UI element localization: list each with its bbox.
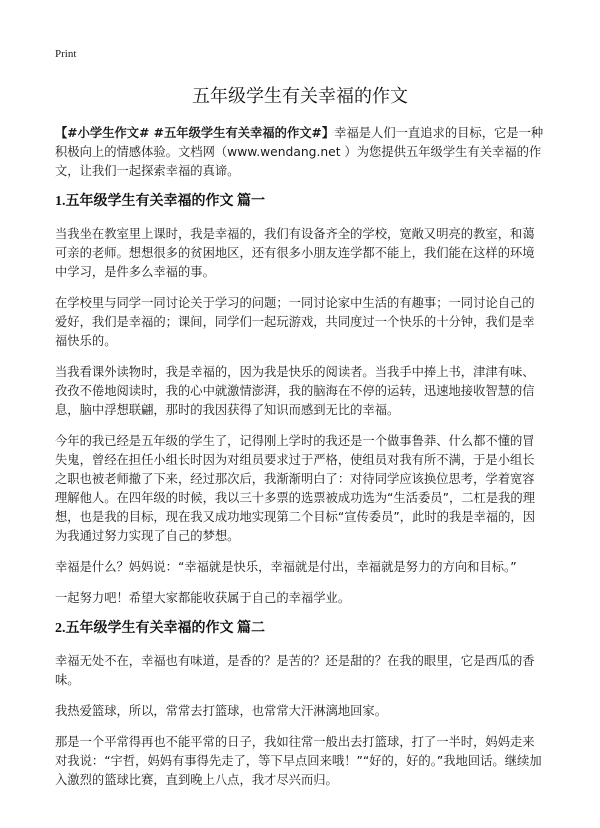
print-label: Print: [55, 48, 77, 60]
paragraph: 今年的我已经是五年级的学生了，记得刚上学时的我还是一个做事鲁莽、什么都不懂的冒失鬼，曾经在担任小组长时因为对组员要求过于严格，使组员对我有所不满，于是小组长之职也被老师撤了下来，经过那次后，我渐渐明白了：对待同学应该换位思考，学着宽容理解他人。在四年级的时候，我以三十多票的选票被成功选为“生活委员”，二杠是我的理想，也是我的目标，现在我又成功地实现第二个目标“宣传委员”，此时的我是幸福的，因为我通过努力实现了自己的梦想。: [55, 434, 536, 543]
document-title: 五年级学生有关幸福的作文: [192, 86, 408, 107]
intro-text: 幸福是人们一直追求的目标，它是一种积极向上的情感体验。文档网（www.wendang.net ）为您提供五年级学生有关幸福的作文，让我们一起探索幸福的真谛。: [55, 126, 544, 178]
section-heading-2: 2.五年级学生有关幸福的作文 篇二: [55, 621, 265, 636]
paragraph: 当我看课外读物时，我是幸福的，因为我是快乐的阅读者。当我手中捧上书，津津有味、孜孜不倦地阅读时，我的心中就激情澎湃，我的脑海在不停的运转，迅速地接收智慧的信息，脑中浮想联翩，那时的我因获得了知识而感到无比的幸福。: [55, 365, 535, 417]
paragraph: 幸福无处不在，幸福也有味道，是香的？是苦的？还是甜的？在我的眼里，它是西瓜的香味。: [55, 654, 535, 687]
section-heading-1: 1.五年级学生有关幸福的作文 篇一: [55, 194, 265, 209]
document-body: [55, 124, 545, 802]
paragraph: 幸福是什么？妈妈说：“幸福就是快乐，幸福就是付出，幸福就是努力的方向和目标。”: [55, 560, 517, 574]
paragraph: 我热爱篮球，所以，常常去打篮球，也常常大汗淋漓地回家。: [55, 704, 388, 718]
paragraph: 在学校里与同学一同讨论关于学习的问题；一同讨论家中生活的有趣事；一同讨论自己的爱好，我们是幸福的；课间，同学们一起玩游戏，共同度过一个快乐的十分钟，我们是幸福快乐的。: [55, 296, 535, 348]
paragraph: 当我坐在教室里上课时，我是幸福的，我们有设备齐全的学校，宽敞又明亮的教室，和蔼可亲的老师。想想很多的贫困地区，还有很多小朋友连学都不能上，我们能在这样的环境中学习，是件多么幸福的事。: [55, 227, 535, 279]
intro-tags: 【#小学生作文# #五年级学生有关幸福的作文#】: [55, 126, 335, 140]
paragraph: 那是一个平常得再也不能平常的日子，我如往常一般出去打篮球，打了一半时，妈妈走来对我说：“宇哲，妈妈有事得先走了，等下早点回来哦！”“好的，好的。”我地回话。继续加入激烈的篮球比赛，直到晚上八点，我才尽兴而归。: [55, 735, 542, 787]
intro-paragraph: [55, 124, 545, 181]
paragraph: 一起努力吧！希望大家都能收获属于自己的幸福学业。: [55, 591, 351, 605]
